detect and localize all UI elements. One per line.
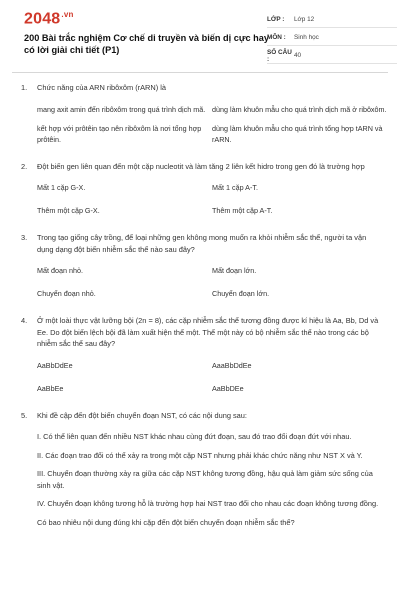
meta-value: Lớp 12 [294, 16, 315, 23]
statement: IV. Chuyển đoạn không tương hỗ là trường hợp hai NST trao đổi cho nhau các đoạn không tương đồng. [37, 499, 379, 508]
question-number: 4. [21, 316, 28, 325]
meta-row-class [267, 12, 397, 28]
option[interactable]: Chuyển đoạn nhỏ. [37, 289, 96, 298]
logo-text: 2048 [24, 10, 61, 28]
options [37, 104, 387, 145]
meta-key: MÔN : [267, 34, 286, 41]
option[interactable]: kết hợp với prôtêin tạo nên ribôxôm là nơi tổng hợp prôtêin. [37, 123, 202, 144]
question-text: Khi đề cập đến đột biến chuyển đoạn NST, có các nội dung sau: [37, 410, 247, 420]
meta-row-count [267, 48, 397, 64]
question-text: Đột biến gen liên quan đến một cặp nucleotit và làm tăng 2 liên kết hidro trong gen đó là trường hợp [37, 161, 365, 171]
question-2 [0, 161, 400, 217]
logo-domain: .vn [61, 10, 74, 19]
question-number: 2. [21, 161, 28, 171]
question-text: Ở một loài thực vật lưỡng bội (2n = 8), các cặp nhiễm sắc thể tương đồng được kí hiệu là Aa, Bb, Dd và Ee. Do đột biến lệch bội đã làm xuất hiện thể một. Thể một này có bộ nhiễm sắc thể nào trong các bộ nhiễm sắc thể sau đây? [37, 316, 379, 348]
option[interactable]: Mất đoạn nhỏ. [37, 266, 83, 275]
question-number: 5. [21, 410, 28, 420]
meta-row-subject [267, 30, 397, 46]
option[interactable]: AaBbDEe [212, 383, 244, 393]
options [37, 360, 382, 394]
option[interactable]: dùng làm khuôn mẫu cho quá trình tổng hợp tARN và rARN. [212, 123, 383, 144]
question-prompt: Có bao nhiêu nội dung đúng khi cặp đến đột biến chuyển đoạn nhiễm sắc thể? [37, 517, 295, 527]
header [12, 0, 388, 72]
option[interactable]: Chuyển đoạn lớn. [212, 289, 270, 298]
options [37, 265, 382, 299]
statement: II. Các đoạn trao đổi có thể xảy ra trong một cặp NST nhưng phải khác chức năng như NST X và Y. [37, 450, 363, 460]
option[interactable]: Thêm một cặp A-T. [212, 206, 273, 215]
meta-value: Sinh học [294, 34, 319, 41]
question-number: 1. [21, 83, 28, 92]
question-1 [0, 82, 400, 145]
question-number: 3. [21, 233, 28, 242]
option[interactable]: Mất đoạn lớn. [212, 266, 257, 275]
option[interactable]: AaaBbDdEe [212, 360, 252, 370]
question-5 [0, 410, 400, 529]
option[interactable]: Mất 1 cặp G-X. [37, 183, 86, 192]
statement: III. Chuyển đoạn thường xảy ra giữa các cặp NST không tương đồng, hậu quả làm giảm sức sống của sinh vật. [37, 469, 373, 490]
header-divider [12, 72, 388, 73]
option[interactable]: AaBbDdEe [37, 360, 73, 370]
question-list [0, 78, 400, 535]
question-3 [0, 232, 400, 299]
meta-panel [267, 12, 397, 66]
site-logo[interactable] [24, 10, 74, 28]
question-4 [0, 315, 400, 394]
meta-key: LỚP : [267, 16, 285, 23]
statement: I. Có thể liên quan đến nhiều NST khác nhau cùng đứt đoạn, sau đó trao đổi đoạn đứt với nhau. [37, 432, 352, 441]
question-text: Chức năng của ARN ribôxôm (rARN) là [37, 83, 166, 92]
options [37, 182, 382, 216]
page-title: 200 Bài trắc nghiệm Cơ chế di truyền và biến dị cực hay có lời giải chi tiết (P1) [24, 33, 269, 55]
option[interactable]: Mất 1 cặp A-T. [212, 183, 258, 192]
meta-key: SỐ CÂU : [267, 48, 292, 63]
option[interactable]: dùng làm khuôn mẫu cho quá trình dịch mã ở ribôxôm. [212, 104, 387, 114]
option[interactable]: AaBbEe [37, 383, 64, 393]
question-text: Trong tạo giống cây trồng, để loại những gen không mong muốn ra khỏi nhiễm sắc thể, người ta vận dụng dạng đột biến nhiễm sắc thể nào sau đây? [37, 233, 367, 254]
meta-value: 40 [294, 52, 302, 59]
option[interactable]: Thêm một cặp G-X. [37, 206, 100, 215]
option[interactable]: mang axit amin đến ribôxôm trong quá trình dịch mã. [37, 104, 206, 114]
